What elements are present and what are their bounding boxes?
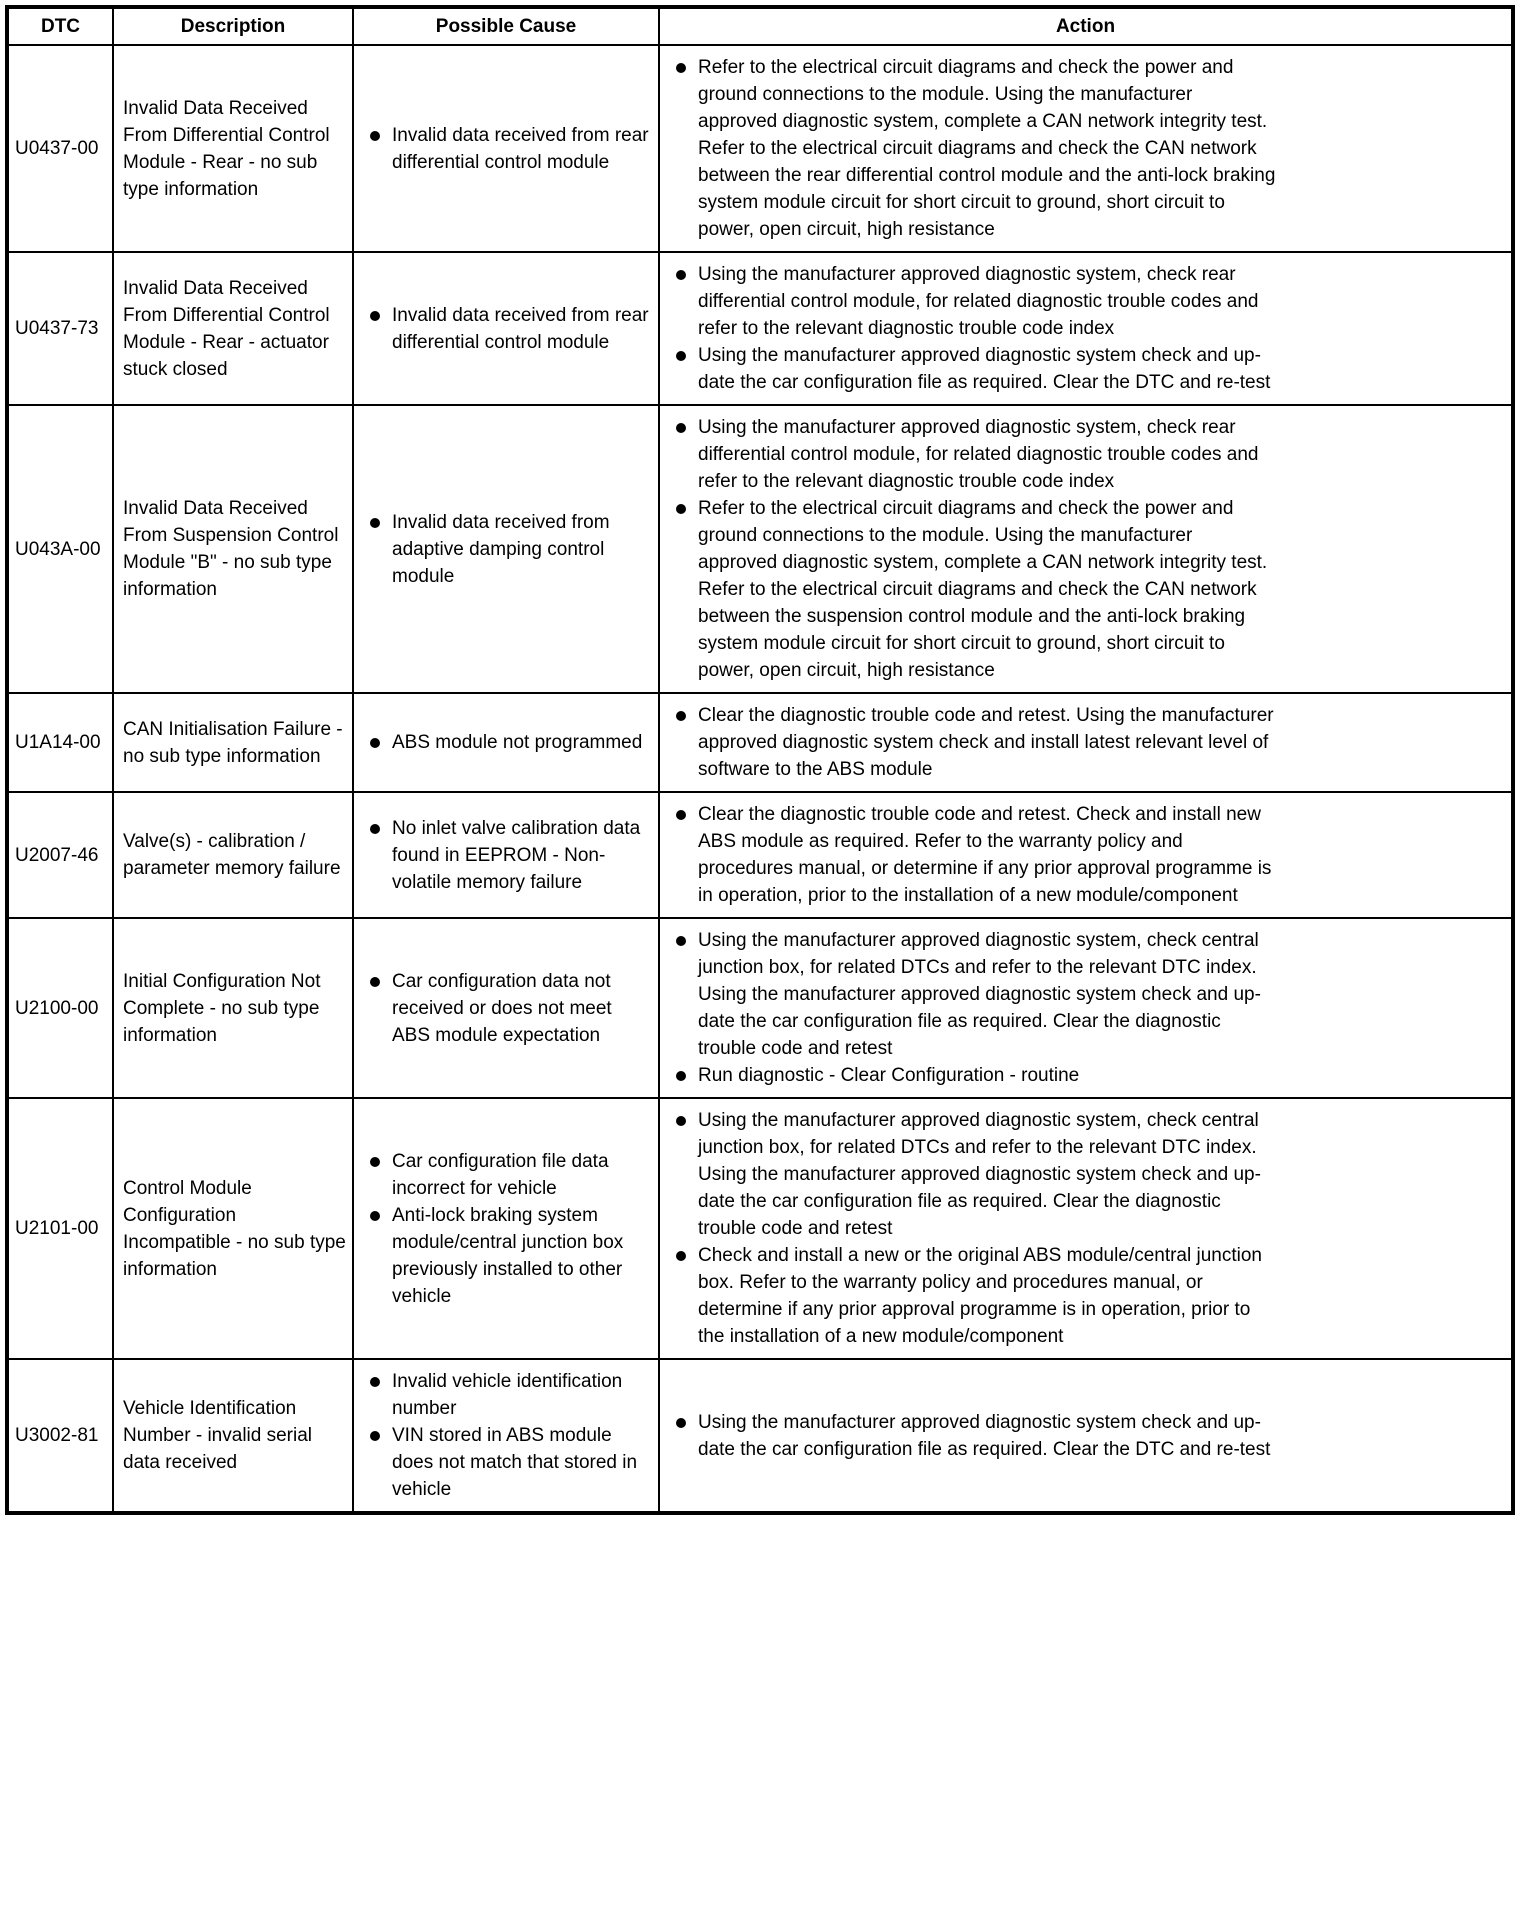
bullet-icon: [370, 1157, 380, 1167]
table-body: [7, 45, 1513, 1513]
description-text: Control Module Configuration Incompatible - no sub type information: [123, 1177, 346, 1280]
cause-text: Car configuration file data incorrect for vehicle: [392, 1150, 609, 1199]
action-text: Clear the diagnostic trouble code and retest. Using the manufacturer approved diagnostic system check and install latest relevant level of software to the ABS module: [698, 705, 1274, 780]
table-row: [7, 405, 1513, 693]
action-text: Refer to the electrical circuit diagrams and check the power and ground connections to the module. Using the manufacturer approved diagnostic system, complete a CAN network integrity test. Refer to the electrical circuit diagrams and check the CAN network between the suspension control module and the anti-lock braking system module circuit for short circuit to ground, short circuit to power, open circuit, high resistance: [698, 498, 1268, 681]
dtc-cell: [7, 1098, 113, 1359]
list-item: [676, 927, 1503, 1062]
dtc-cell: [7, 45, 113, 252]
bullet-icon: [370, 131, 380, 141]
action-cell: [659, 405, 1513, 693]
possible-cause-cell: [353, 792, 659, 918]
action-text: Using the manufacturer approved diagnostic system, check central junction box, for related DTCs and refer to the relevant DTC index. Using the manufacturer approved diagnostic system check and up-date the car configuration file as required. Clear the diagnostic trouble code and retest: [698, 930, 1261, 1059]
cause-text: Invalid data received from rear differential control module: [392, 304, 649, 353]
table-row: [7, 792, 1513, 918]
bullet-icon: [676, 1116, 686, 1126]
bullet-icon: [676, 711, 686, 721]
bullet-icon: [676, 1071, 686, 1081]
action-cell: [659, 918, 1513, 1098]
possible-cause-cell: [353, 1359, 659, 1513]
bullet-icon: [676, 810, 686, 820]
cause-text: Anti-lock braking system module/central junction box previously installed to other vehicle: [392, 1204, 624, 1307]
action-cell: [659, 1359, 1513, 1513]
description-cell: [113, 45, 353, 252]
cause-text: Car configuration data not received or does not meet ABS module expectation: [392, 970, 612, 1046]
bullet-icon: [370, 1211, 380, 1221]
bullet-icon: [676, 936, 686, 946]
list-item: [676, 54, 1503, 243]
list-item: [370, 122, 650, 176]
description-text: Invalid Data Received From Differential Control Module - Rear - no sub type information: [123, 97, 330, 200]
action-text: Using the manufacturer approved diagnostic system check and up-date the car configuration file as required. Clear the DTC and re-test: [698, 345, 1271, 393]
bullet-icon: [370, 738, 380, 748]
action-text: Check and install a new or the original ABS module/central junction box. Refer to the warranty policy and procedures manual, or determine if any prior approval programme is in operation, prior to the installation of a new module/component: [698, 1245, 1262, 1347]
list-item: [370, 1202, 650, 1310]
list-item: [676, 342, 1503, 396]
dtc-cell: [7, 792, 113, 918]
cause-text: ABS module not programmed: [392, 732, 643, 753]
dtc-code: U2101-00: [15, 1218, 99, 1239]
description-text: Valve(s) - calibration / parameter memory failure: [123, 831, 341, 879]
list-item: [676, 414, 1503, 495]
header-possible-cause: Possible Cause: [353, 7, 659, 45]
bullet-icon: [370, 311, 380, 321]
dtc-code: U043A-00: [15, 538, 101, 560]
list-item: [370, 968, 650, 1049]
dtc-cell: [7, 693, 113, 792]
bullet-icon: [676, 423, 686, 433]
list-item: [676, 1107, 1503, 1242]
action-text: Clear the diagnostic trouble code and retest. Check and install new ABS module as required. Refer to the warranty policy and procedures manual, or determine if any prior approval programme is in operation, prior to the installation of a new module/component: [698, 804, 1272, 906]
bullet-icon: [370, 1431, 380, 1441]
action-cell: [659, 693, 1513, 792]
bullet-icon: [676, 1418, 686, 1428]
description-text: CAN Initialisation Failure - no sub type information: [123, 718, 343, 767]
description-cell: [113, 792, 353, 918]
description-cell: [113, 1098, 353, 1359]
table-row: [7, 693, 1513, 792]
cause-text: Invalid data received from rear differential control module: [392, 124, 649, 173]
possible-cause-cell: [353, 405, 659, 693]
dtc-code: U2100-00: [15, 997, 99, 1019]
dtc-code: U0437-73: [15, 318, 99, 339]
action-cell: [659, 792, 1513, 918]
list-item: [676, 1062, 1503, 1089]
list-item: [370, 509, 650, 590]
action-text: Run diagnostic - Clear Configuration - routine: [698, 1065, 1080, 1086]
cause-text: VIN stored in ABS module does not match that stored in vehicle: [392, 1425, 638, 1500]
action-text: Using the manufacturer approved diagnostic system, check rear differential control module, for related diagnostic trouble codes and refer to the relevant diagnostic trouble code index: [698, 264, 1259, 339]
list-item: [676, 495, 1503, 684]
list-item: [370, 815, 650, 896]
description-text: Invalid Data Received From Differential Control Module - Rear - actuator stuck closed: [123, 277, 330, 380]
list-item: [676, 261, 1503, 342]
dtc-cell: [7, 918, 113, 1098]
action-cell: [659, 45, 1513, 252]
table-row: [7, 918, 1513, 1098]
bullet-icon: [676, 63, 686, 73]
header-action: Action: [659, 7, 1513, 45]
description-text: Initial Configuration Not Complete - no sub type information: [123, 970, 321, 1046]
possible-cause-cell: [353, 1098, 659, 1359]
list-item: [370, 302, 650, 356]
table-row: [7, 45, 1513, 252]
cause-text: Invalid vehicle identification number: [392, 1371, 623, 1419]
list-item: [370, 1422, 650, 1503]
list-item: [676, 1409, 1503, 1463]
header-dtc: DTC: [7, 7, 113, 45]
action-text: Refer to the electrical circuit diagrams and check the power and ground connections to the module. Using the manufacturer approved diagnostic system, complete a CAN network integrity test. Refer to the electrical circuit diagrams and check the CAN network between the rear differential control module and the anti-lock braking system module circuit for short circuit to ground, short circuit to power, open circuit, high resistance: [698, 57, 1276, 240]
bullet-icon: [676, 1251, 686, 1261]
table-row: [7, 252, 1513, 405]
bullet-icon: [676, 351, 686, 361]
list-item: [676, 1242, 1503, 1350]
bullet-icon: [370, 518, 380, 528]
bullet-icon: [370, 1377, 380, 1387]
action-cell: [659, 252, 1513, 405]
description-text: Vehicle Identification Number - invalid serial data received: [123, 1398, 313, 1473]
possible-cause-cell: [353, 918, 659, 1098]
dtc-cell: [7, 252, 113, 405]
description-text: Invalid Data Received From Suspension Control Module "B" - no sub type information: [123, 498, 339, 600]
list-item: [370, 1148, 650, 1202]
dtc-code: U3002-81: [15, 1425, 99, 1446]
list-item: [370, 1368, 650, 1422]
header-row: [7, 7, 1513, 45]
list-item: [676, 702, 1503, 783]
dtc-table: [5, 5, 1515, 1515]
dtc-code: U2007-46: [15, 844, 99, 866]
bullet-icon: [676, 270, 686, 280]
action-text: Using the manufacturer approved diagnostic system, check rear differential control module, for related diagnostic trouble codes and refer to the relevant diagnostic trouble code index: [698, 417, 1259, 492]
action-text: Using the manufacturer approved diagnostic system check and up-date the car configuration file as required. Clear the DTC and re-test: [698, 1411, 1271, 1460]
table-row: [7, 1359, 1513, 1513]
possible-cause-cell: [353, 693, 659, 792]
header-description: Description: [113, 7, 353, 45]
description-cell: [113, 252, 353, 405]
cause-text: Invalid data received from adaptive damping control module: [392, 511, 610, 587]
dtc-cell: [7, 405, 113, 693]
bullet-icon: [676, 504, 686, 514]
bullet-icon: [370, 824, 380, 834]
possible-cause-cell: [353, 45, 659, 252]
description-cell: [113, 1359, 353, 1513]
dtc-code: U1A14-00: [15, 732, 101, 753]
action-text: Using the manufacturer approved diagnostic system, check central junction box, for related DTCs and refer to the relevant DTC index. Using the manufacturer approved diagnostic system check and up-date the car configuration file as required. Clear the diagnostic trouble code and retest: [698, 1110, 1261, 1239]
dtc-cell: [7, 1359, 113, 1513]
description-cell: [113, 693, 353, 792]
list-item: [676, 801, 1503, 909]
description-cell: [113, 405, 353, 693]
cause-text: No inlet valve calibration data found in EEPROM - Non-volatile memory failure: [392, 817, 641, 893]
bullet-icon: [370, 977, 380, 987]
description-cell: [113, 918, 353, 1098]
dtc-code: U0437-00: [15, 138, 99, 159]
table-row: [7, 1098, 1513, 1359]
action-cell: [659, 1098, 1513, 1359]
possible-cause-cell: [353, 252, 659, 405]
list-item: [370, 729, 650, 756]
